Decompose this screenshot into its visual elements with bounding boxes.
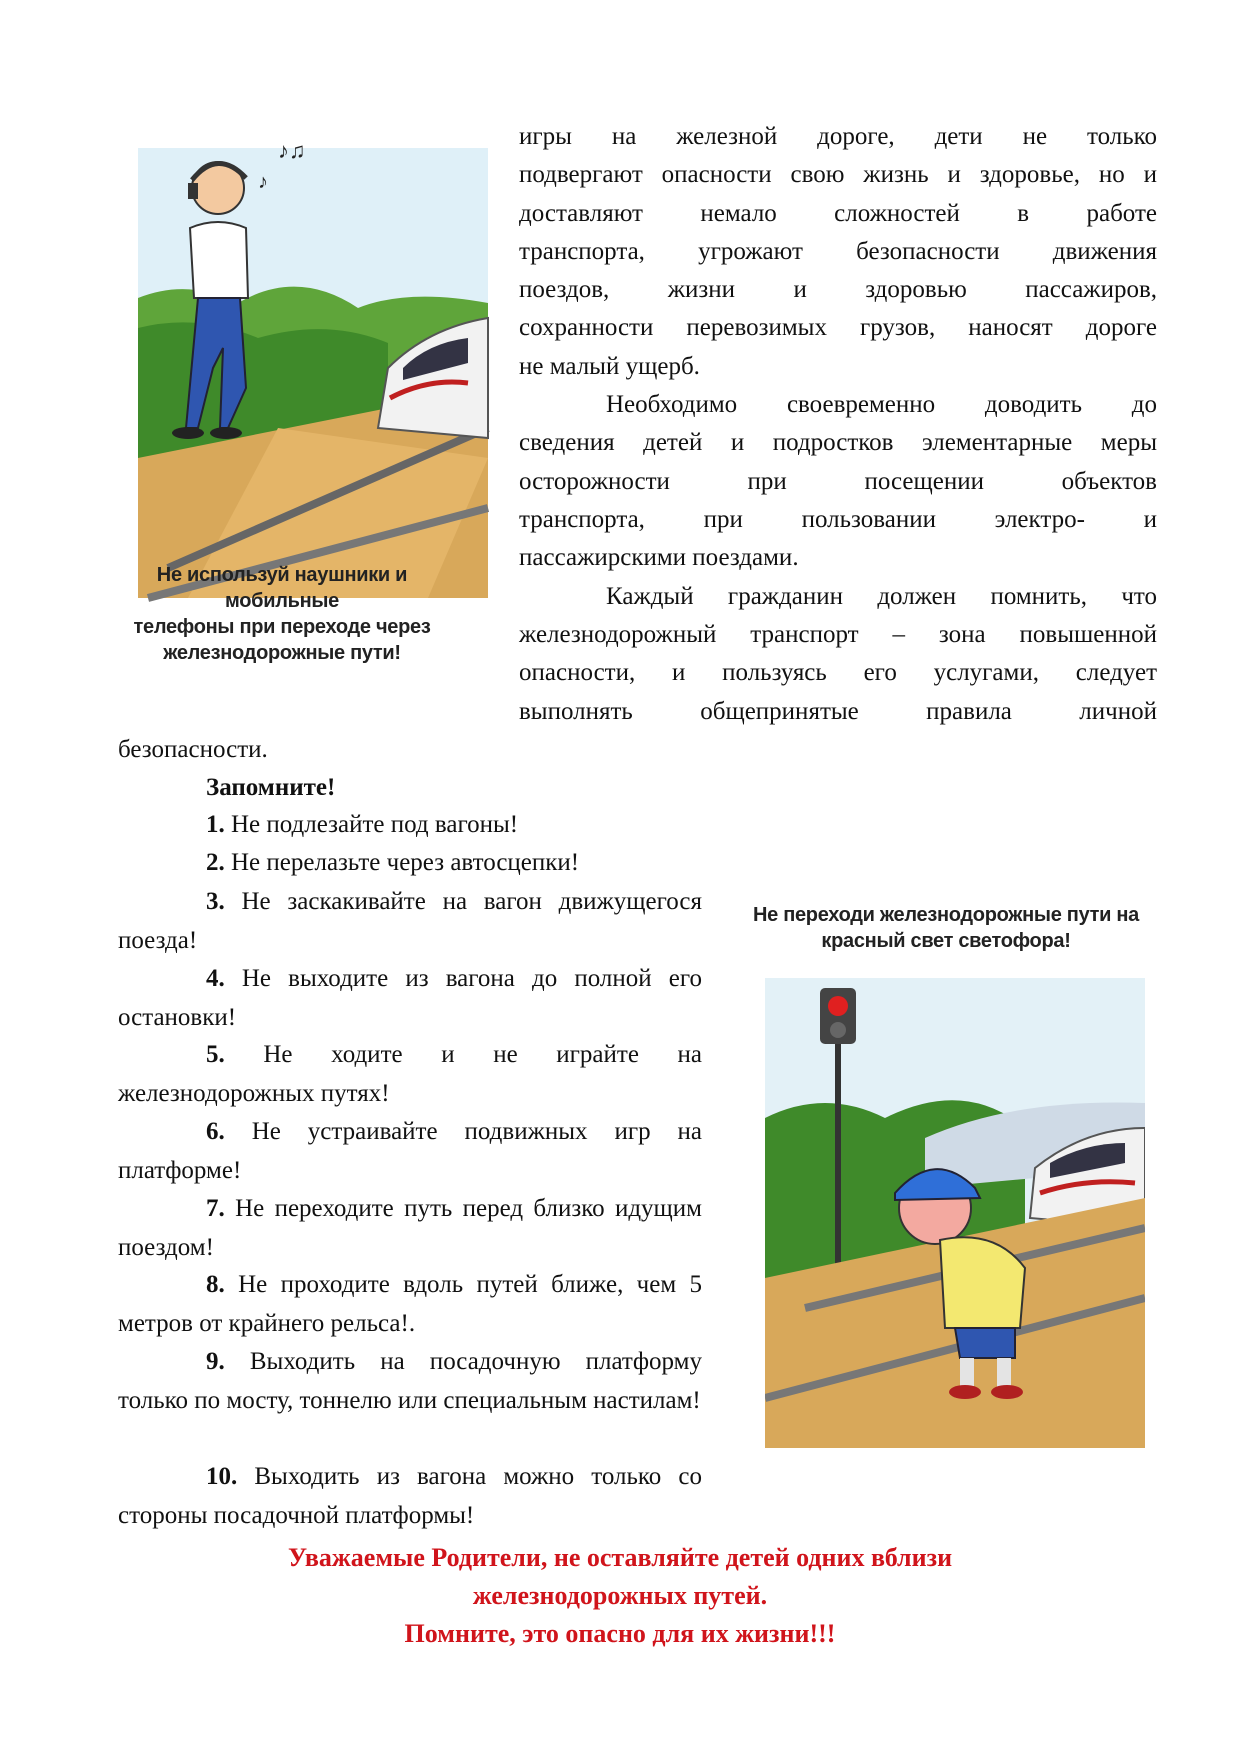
- svg-text:♪♫: ♪♫: [278, 138, 306, 163]
- figure-headphones: [128, 128, 500, 608]
- rule-item: 1. Не подлезайте под вагоны!: [206, 811, 519, 838]
- caption-headphones: Не используй наушники и мобильные телефоны при переходе через железнодорожные пути!: [133, 564, 431, 664]
- caption-red-light: Не переходи железнодорожные пути на красный свет светофора!: [752, 904, 1139, 952]
- rule-item: 7. Не переходите путь перед близко идущим поездом!: [118, 1195, 703, 1261]
- illustration-red-light-crossing: [765, 978, 1145, 1458]
- remember-title: Запомните!: [206, 774, 336, 801]
- rule-item: 10. Выходить из вагона можно только со стороны посадочной платформы!: [118, 1463, 703, 1529]
- rule-item: 2. Не перелазьте через автосцепки!: [206, 849, 580, 876]
- rule-item: 8. Не проходите вдоль путей ближе, чем 5 метров от крайнего рельса!.: [118, 1271, 702, 1337]
- rule-item: 9. Выходить на посадочную платформу только по мосту, тоннелю или специальным настилам!: [118, 1348, 702, 1414]
- rule-item: 3. Не заскакивайте на вагон движущегося поезда!: [118, 888, 702, 954]
- rule-item: 5. Не ходите и не играйте на железнодорожных путях!: [118, 1041, 703, 1107]
- illustration-headphones-crossing: [128, 128, 500, 608]
- rule-item: 4. Не выходите из вагона до полной его остановки!: [118, 965, 702, 1031]
- figure-red-light: [765, 978, 1145, 1458]
- svg-text:♪: ♪: [258, 171, 268, 193]
- rule-item: 6. Не устраивайте подвижных игр на платформе!: [118, 1118, 703, 1184]
